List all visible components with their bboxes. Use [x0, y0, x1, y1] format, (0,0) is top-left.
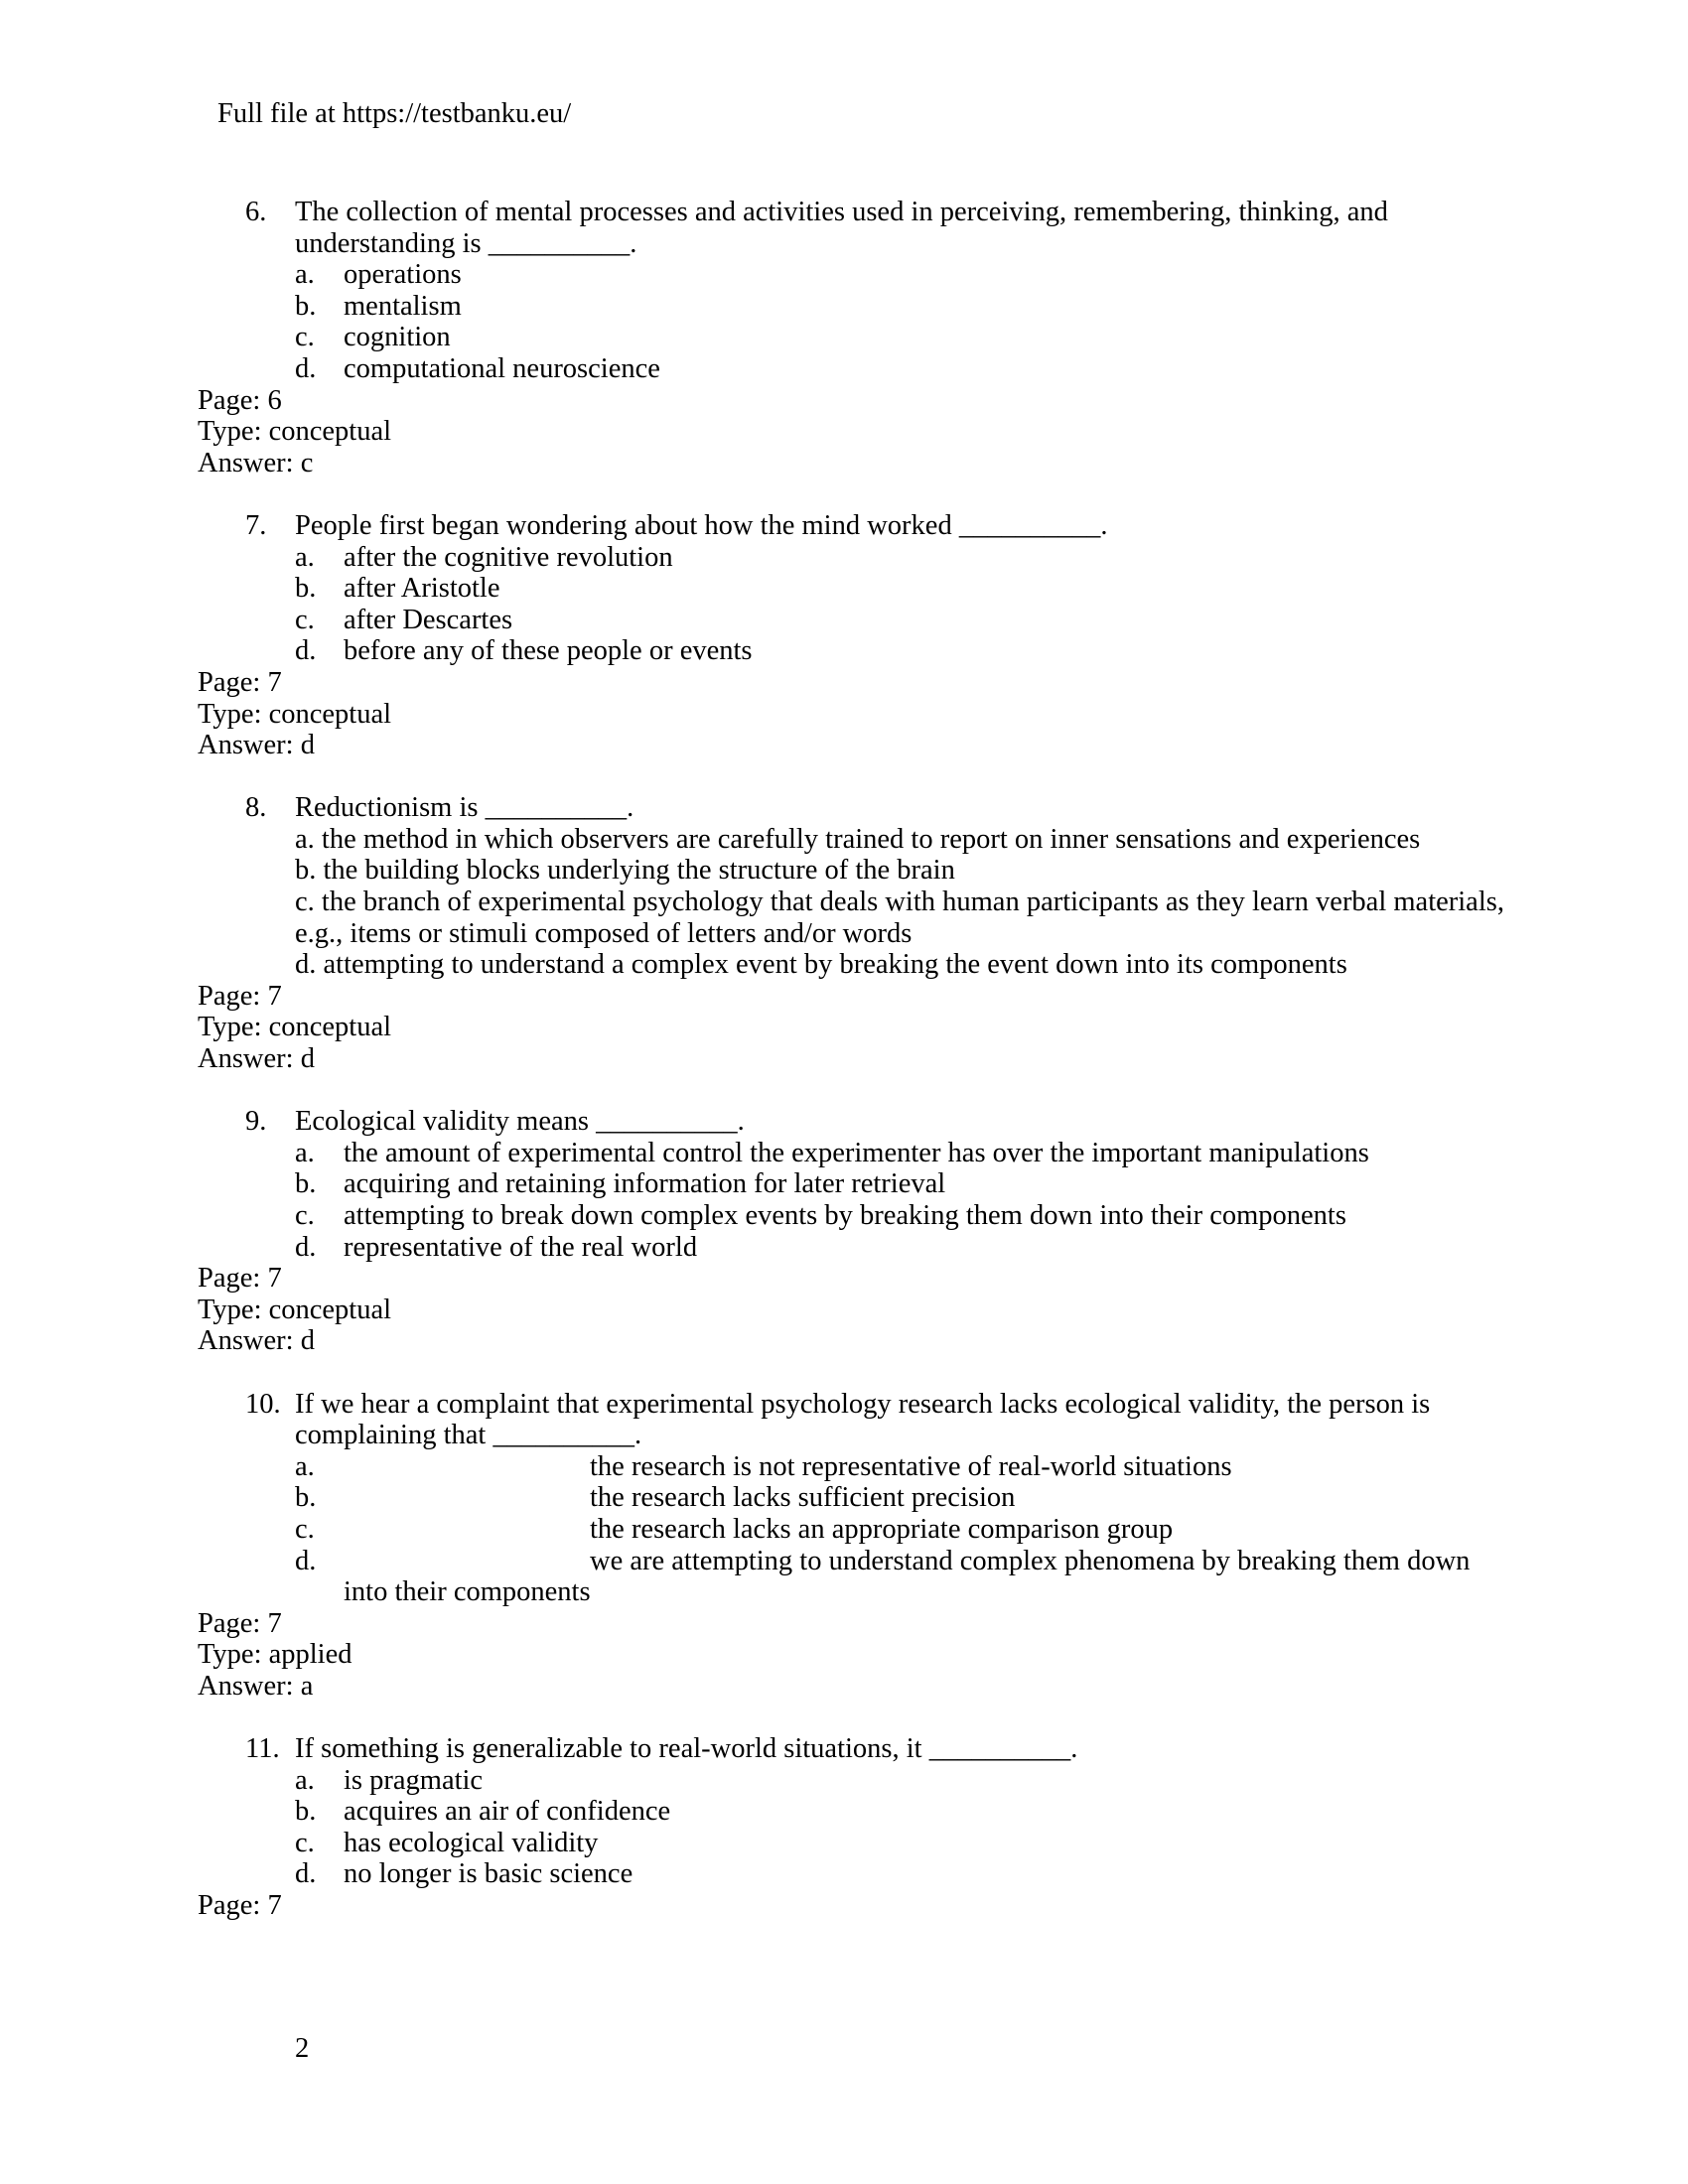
- answer-option-continuation: [0, 1576, 1688, 1608]
- question-meta: [0, 699, 1688, 731]
- answer-option: [0, 1828, 1688, 1859]
- option-text: has ecological validity: [344, 1827, 599, 1858]
- meta-text: Page: 7: [198, 980, 282, 1012]
- answer-option: [0, 1232, 1688, 1264]
- spacer: [0, 1703, 1688, 1734]
- answer-option: [0, 1451, 1688, 1483]
- option-letter: a.: [295, 541, 315, 573]
- option-letter: d.: [295, 352, 317, 384]
- option-text: cognition: [344, 322, 451, 353]
- spacer: [0, 1357, 1688, 1389]
- answer-option: [0, 259, 1688, 291]
- answer-option: [0, 1138, 1688, 1169]
- option-text: e.g., items or stimuli composed of letters and/or words: [295, 917, 913, 949]
- meta-text: Answer: c: [198, 447, 314, 478]
- option-text: the research lacks an appropriate comparison group: [590, 1513, 1174, 1545]
- answer-option: [0, 353, 1688, 385]
- option-letter: b.: [295, 1168, 317, 1200]
- option-letter: c.: [295, 1513, 315, 1545]
- question-meta: [0, 1295, 1688, 1326]
- question-text: Ecological validity means __________.: [295, 1106, 745, 1138]
- option-letter: a.: [295, 1450, 315, 1482]
- option-text: the amount of experimental control the experimenter has over the important manipulations: [344, 1137, 1369, 1168]
- question-block: [0, 1733, 1688, 1953]
- question-stem-line: [0, 228, 1688, 260]
- option-letter: c.: [295, 322, 315, 353]
- question-stem-line: [0, 1389, 1688, 1421]
- spacer: [0, 761, 1688, 793]
- meta-text: Type: conceptual: [198, 416, 392, 448]
- option-text: the research lacks sufficient precision: [590, 1482, 1016, 1514]
- question-stem-line: [0, 1106, 1688, 1138]
- option-text: representative of the real world: [344, 1231, 698, 1263]
- meta-text: Answer: a: [198, 1670, 314, 1702]
- question-meta: [0, 416, 1688, 448]
- question-block: [0, 510, 1688, 792]
- question-list: [0, 197, 1688, 1953]
- option-text: b. the building blocks underlying the structure of the brain: [295, 855, 955, 887]
- answer-option: [0, 1200, 1688, 1232]
- option-letter: c.: [295, 1827, 315, 1858]
- question-meta: [0, 385, 1688, 417]
- question-text: If something is generalizable to real-world situations, it __________.: [295, 1733, 1078, 1765]
- meta-text: Page: 7: [198, 1607, 282, 1639]
- answer-option: [0, 1858, 1688, 1890]
- question-number: 11.: [245, 1733, 280, 1765]
- question-meta: [0, 1890, 1688, 1922]
- question-meta: [0, 1043, 1688, 1075]
- question-meta: [0, 1671, 1688, 1703]
- question-meta: [0, 981, 1688, 1013]
- question-meta: [0, 1012, 1688, 1043]
- answer-option: [0, 542, 1688, 574]
- option-text: no longer is basic science: [344, 1858, 633, 1890]
- meta-text: Page: 7: [198, 1263, 282, 1295]
- option-letter: c.: [295, 1200, 315, 1231]
- option-text: computational neuroscience: [344, 352, 660, 384]
- option-letter: d.: [295, 1858, 317, 1890]
- answer-option: [0, 1514, 1688, 1546]
- meta-text: Answer: d: [198, 1043, 315, 1075]
- answer-option: [0, 1546, 1688, 1577]
- option-text: is pragmatic: [344, 1764, 484, 1796]
- meta-text: Answer: d: [198, 730, 315, 761]
- answer-option: [0, 855, 1688, 887]
- option-text: operations: [344, 259, 462, 291]
- answer-option: [0, 605, 1688, 636]
- option-letter: b.: [295, 1482, 317, 1514]
- question-text: understanding is __________.: [295, 227, 637, 259]
- question-number: 8.: [245, 792, 267, 824]
- question-number: 6.: [245, 197, 267, 227]
- option-text: acquires an air of confidence: [344, 1796, 671, 1828]
- option-text: a. the method in which observers are carefully trained to report on inner sensations and experiences: [295, 823, 1421, 855]
- question-stem-line: [0, 792, 1688, 824]
- question-stem-line: [0, 1733, 1688, 1765]
- question-meta: [0, 448, 1688, 479]
- answer-option: [0, 1765, 1688, 1797]
- question-text: The collection of mental processes and activities used in perceiving, remembering, thinking, and: [295, 197, 1388, 227]
- option-letter: a.: [295, 1764, 315, 1796]
- question-number: 7.: [245, 509, 267, 541]
- question-stem-line: [0, 510, 1688, 542]
- option-text: before any of these people or events: [344, 635, 753, 667]
- question-meta: [0, 667, 1688, 699]
- spacer: [0, 1922, 1688, 1954]
- answer-option: [0, 573, 1688, 605]
- option-text: we are attempting to understand complex phenomena by breaking them down: [590, 1545, 1471, 1576]
- option-text: mentalism: [344, 290, 462, 322]
- question-stem-line: [0, 197, 1688, 228]
- question-text: Reductionism is __________.: [295, 792, 634, 824]
- option-letter: b.: [295, 290, 317, 322]
- option-letter: a.: [295, 259, 315, 291]
- option-letter: d.: [295, 1545, 317, 1576]
- question-block: [0, 197, 1688, 510]
- option-text: the research is not representative of real-world situations: [590, 1450, 1232, 1482]
- option-text: after Aristotle: [344, 573, 500, 605]
- question-number: 10.: [245, 1388, 281, 1420]
- answer-option: [0, 949, 1688, 981]
- answer-option: [0, 887, 1688, 918]
- option-text: attempting to break down complex events by breaking them down into their components: [344, 1200, 1346, 1231]
- spacer: [0, 1075, 1688, 1107]
- meta-text: Page: 7: [198, 1890, 282, 1922]
- meta-text: Type: conceptual: [198, 698, 392, 730]
- answer-option: [0, 1796, 1688, 1828]
- question-block: [0, 1106, 1688, 1388]
- answer-option: [0, 918, 1688, 950]
- question-meta: [0, 1325, 1688, 1357]
- meta-text: Page: 7: [198, 666, 282, 698]
- question-meta: [0, 730, 1688, 761]
- option-letter: b.: [295, 573, 317, 605]
- option-letter: d.: [295, 1231, 317, 1263]
- header-link-text: Full file at https://testbanku.eu/: [217, 98, 572, 129]
- question-text: If we hear a complaint that experimental psychology research lacks ecological validity, the person is: [295, 1388, 1431, 1420]
- meta-text: Page: 6: [198, 384, 282, 416]
- question-meta: [0, 1639, 1688, 1671]
- answer-option: [0, 635, 1688, 667]
- answer-option: [0, 1168, 1688, 1200]
- option-text: d. attempting to understand a complex event by breaking the event down into its components: [295, 949, 1347, 981]
- meta-text: Type: applied: [198, 1639, 352, 1671]
- meta-text: Answer: d: [198, 1325, 315, 1357]
- question-text: People first began wondering about how the mind worked __________.: [295, 509, 1108, 541]
- question-block: [0, 1389, 1688, 1734]
- answer-option: [0, 824, 1688, 856]
- answer-option: [0, 322, 1688, 353]
- question-stem-line: [0, 1420, 1688, 1451]
- option-text-continued: into their components: [344, 1576, 591, 1608]
- option-letter: d.: [295, 635, 317, 667]
- option-text: c. the branch of experimental psychology that deals with human participants as they learn verbal materials,: [295, 887, 1504, 918]
- question-text: complaining that __________.: [295, 1420, 642, 1451]
- spacer: [0, 478, 1688, 510]
- option-letter: b.: [295, 1796, 317, 1828]
- option-letter: c.: [295, 604, 315, 635]
- option-text: after Descartes: [344, 604, 513, 635]
- page-number: 2: [295, 2033, 310, 2064]
- option-letter: a.: [295, 1137, 315, 1168]
- question-meta: [0, 1263, 1688, 1295]
- question-number: 9.: [245, 1106, 267, 1138]
- meta-text: Type: conceptual: [198, 1012, 392, 1043]
- answer-option: [0, 291, 1688, 323]
- meta-text: Type: conceptual: [198, 1294, 392, 1325]
- option-text: after the cognitive revolution: [344, 541, 673, 573]
- option-text: acquiring and retaining information for later retrieval: [344, 1168, 946, 1200]
- question-block: [0, 792, 1688, 1106]
- question-meta: [0, 1608, 1688, 1640]
- answer-option: [0, 1482, 1688, 1514]
